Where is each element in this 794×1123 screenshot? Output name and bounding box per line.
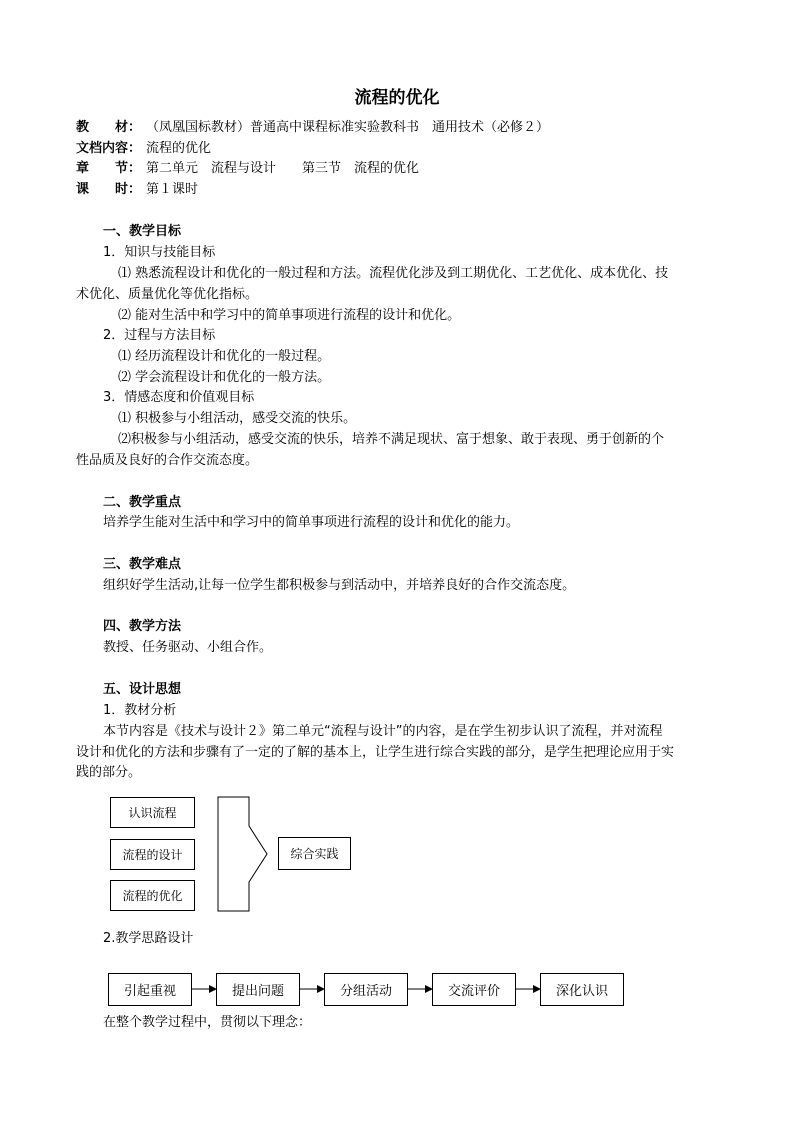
paragraph-line: 培养学生能对生活中和学习中的简单事项进行流程的设计和优化的能力。 xyxy=(103,515,520,530)
flow-step: 引起重视 xyxy=(108,973,192,1006)
section-heading: 五、设计思想 xyxy=(103,682,182,697)
subheading: 1．知识与技能目标 xyxy=(103,245,216,260)
flow-step: 分组活动 xyxy=(324,973,408,1006)
meta-value: 流程的优化 xyxy=(146,141,212,156)
flow-step: 交流评价 xyxy=(432,973,516,1006)
paragraph-line: 设计和优化的方法和步骤有了一定的了解的基本上，让学生进行综合实践的部分，是学生把理论应用于实 xyxy=(76,745,675,760)
meta-label: 课 时： xyxy=(76,182,142,197)
diagram-result-box: 综合实践 xyxy=(278,837,351,870)
diagram-box: 认识流程 xyxy=(110,797,195,828)
subheading: 2．过程与方法目标 xyxy=(103,328,216,343)
meta-value: 第二单元 流程与设计 第三节 流程的优化 xyxy=(146,161,420,176)
diagram-box: 流程的设计 xyxy=(110,839,195,870)
flow-step: 深化认识 xyxy=(540,973,624,1006)
paragraph-line: ⑵积极参与小组活动，感受交流的快乐，培养不满足现状、富于想象、敢于表现、勇于创新的个 xyxy=(118,432,665,447)
flow-step: 提出问题 xyxy=(216,973,300,1006)
diagram-box: 流程的优化 xyxy=(110,880,195,911)
subheading: 3．情感态度和价值观目标 xyxy=(103,390,255,405)
paragraph-line: 性品质及良好的合作交流态度。 xyxy=(76,453,259,468)
section-heading: 三、教学难点 xyxy=(103,557,182,572)
section-heading: 二、教学重点 xyxy=(103,495,182,510)
paragraph-line: 教授、任务驱动、小组合作。 xyxy=(103,640,273,655)
meta-label: 章 节： xyxy=(76,161,142,176)
paragraph-line: ⑵ 能对生活中和学习中的简单事项进行流程的设计和优化。 xyxy=(118,308,461,323)
meta-label: 教 材： xyxy=(76,120,142,135)
paragraph-line: 在整个教学过程中，贯彻以下理念： xyxy=(103,1015,312,1030)
document-title: 流程的优化 xyxy=(354,88,440,108)
paragraph-line: ⑵ 学会流程设计和优化的一般方法。 xyxy=(118,370,331,385)
paragraph-line: ⑴ 积极参与小组活动，感受交流的快乐。 xyxy=(118,411,357,426)
section-heading: 一、教学目标 xyxy=(103,224,182,239)
section-heading: 四、教学方法 xyxy=(103,619,182,634)
paragraph-line: ⑴ 经历流程设计和优化的一般过程。 xyxy=(118,349,331,364)
paragraph-line: 术优化、质量优化等优化指标。 xyxy=(76,287,259,302)
subheading: 1．教材分析 xyxy=(103,703,177,718)
paragraph-line: 本节内容是《技术与设计２》第二单元“流程与设计”的内容，是在学生初步认识了流程，并对流程 xyxy=(103,724,663,739)
meta-value: （凤凰国标教材）普通高中课程标准实验教科书 通用技术（必修２） xyxy=(146,120,550,135)
paragraph-line: 组织好学生活动,让每一位学生都积极参与到活动中，并培养良好的合作交流态度。 xyxy=(103,578,576,593)
subheading: 2.教学思路设计 xyxy=(103,931,194,946)
paragraph-line: 践的部分。 xyxy=(76,765,142,780)
paragraph-line: ⑴ 熟悉流程设计和优化的一般过程和方法。流程优化涉及到工期优化、工艺优化、成本优化、技 xyxy=(118,266,669,281)
meta-label: 文档内容： xyxy=(76,141,142,156)
meta-value: 第１课时 xyxy=(146,182,199,197)
